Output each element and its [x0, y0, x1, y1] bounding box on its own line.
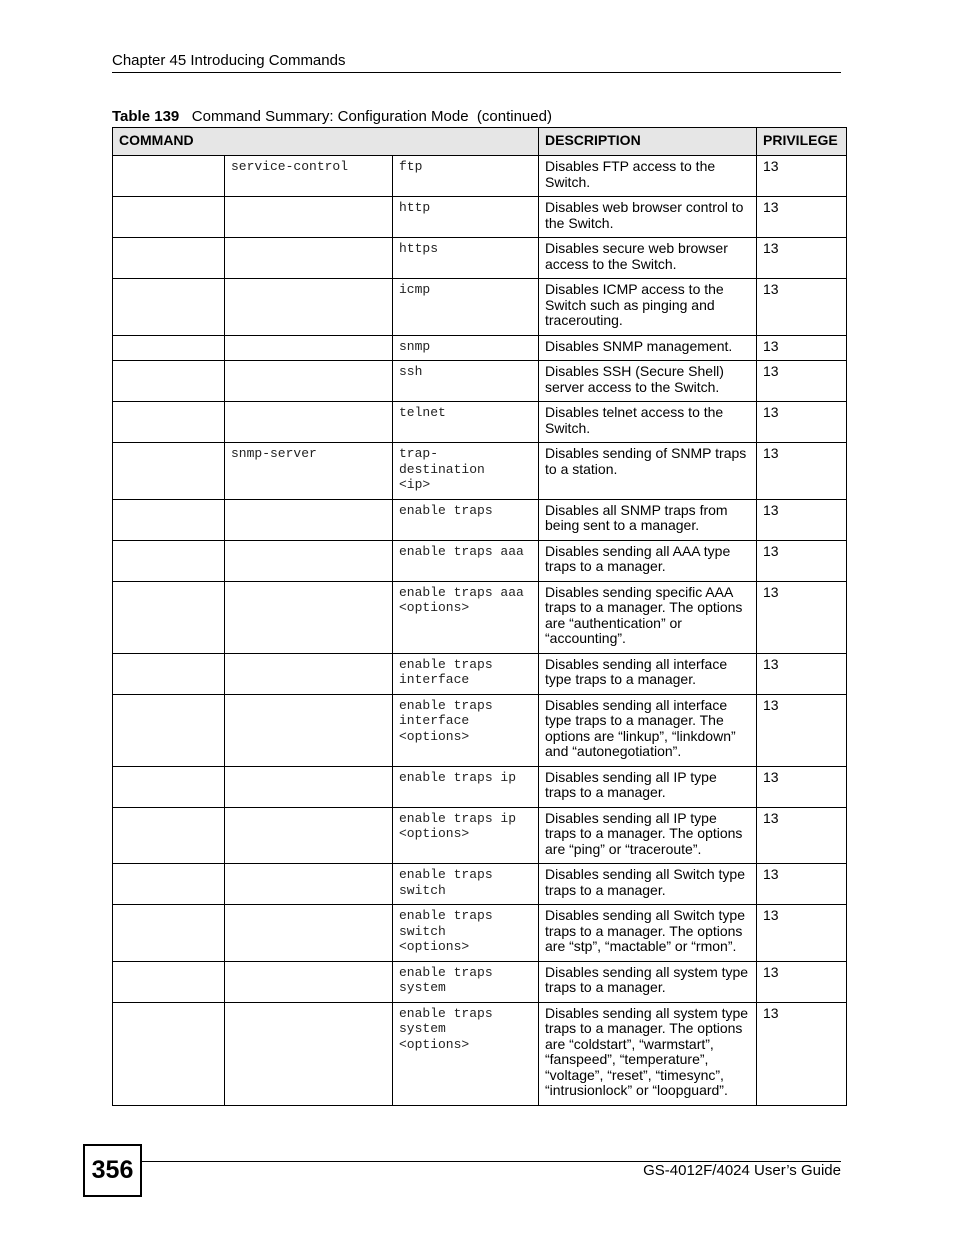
- command-level1-cell: [113, 402, 225, 443]
- description-cell: Disables sending all Switch type traps to a manager.: [539, 864, 757, 905]
- privilege-cell: 13: [757, 961, 847, 1002]
- command-level1-cell: [113, 581, 225, 653]
- command-level1-cell: [113, 1002, 225, 1105]
- command-level2-cell: [225, 402, 393, 443]
- command-level3-cell: https: [393, 238, 539, 279]
- privilege-cell: 13: [757, 156, 847, 197]
- command-level3-cell: http: [393, 197, 539, 238]
- table-row: [113, 402, 847, 443]
- description-cell: Disables sending all Switch type traps to a manager. The options are “stp”, “mactable” or “rmon”.: [539, 905, 757, 962]
- table-row: [113, 653, 847, 694]
- privilege-cell: 13: [757, 499, 847, 540]
- description-cell: Disables sending all interface type traps to a manager.: [539, 653, 757, 694]
- description-cell: Disables sending all interface type traps to a manager. The options are “linkup”, “linkdown” and “autonegotiation”.: [539, 694, 757, 766]
- command-level3-cell: enable traps aaa: [393, 540, 539, 581]
- command-level1-cell: [113, 443, 225, 500]
- privilege-cell: 13: [757, 864, 847, 905]
- command-level2-cell: [225, 905, 393, 962]
- table-caption: [112, 108, 552, 125]
- command-level1-cell: [113, 540, 225, 581]
- description-cell: Disables web browser control to the Switch.: [539, 197, 757, 238]
- command-level3-cell: enable traps system: [393, 961, 539, 1002]
- command-level3-cell: trap- destination <ip>: [393, 443, 539, 500]
- command-level1-cell: [113, 807, 225, 864]
- command-column-header: COMMAND: [113, 128, 539, 156]
- description-cell: Disables telnet access to the Switch.: [539, 402, 757, 443]
- privilege-cell: 13: [757, 540, 847, 581]
- privilege-cell: 13: [757, 238, 847, 279]
- command-level1-cell: [113, 961, 225, 1002]
- table-row: [113, 197, 847, 238]
- command-level2-cell: [225, 540, 393, 581]
- command-level3-cell: enable traps aaa <options>: [393, 581, 539, 653]
- command-level2-cell: [225, 864, 393, 905]
- command-level2-cell: [225, 961, 393, 1002]
- privilege-cell: 13: [757, 581, 847, 653]
- table-row: [113, 443, 847, 500]
- command-level1-cell: [113, 905, 225, 962]
- command-level2-cell: [225, 238, 393, 279]
- command-level3-cell: enable traps system <options>: [393, 1002, 539, 1105]
- privilege-cell: 13: [757, 653, 847, 694]
- table-row: [113, 238, 847, 279]
- table-row: [113, 335, 847, 361]
- privilege-cell: 13: [757, 443, 847, 500]
- command-level1-cell: [113, 197, 225, 238]
- command-level1-cell: [113, 766, 225, 807]
- privilege-cell: 13: [757, 1002, 847, 1105]
- command-level2-cell: [225, 499, 393, 540]
- chapter-title: Chapter 45 Introducing Commands: [112, 52, 346, 69]
- description-cell: Disables sending all AAA type traps to a manager.: [539, 540, 757, 581]
- table-row: [113, 156, 847, 197]
- table-caption-label: Table 139: [112, 108, 180, 125]
- table-header-row: [113, 128, 847, 156]
- guide-title: GS-4012F/4024 User’s Guide: [643, 1162, 841, 1179]
- table-row: [113, 694, 847, 766]
- description-cell: Disables all SNMP traps from being sent to a manager.: [539, 499, 757, 540]
- command-level3-cell: enable traps interface: [393, 653, 539, 694]
- table-row: [113, 807, 847, 864]
- description-cell: Disables FTP access to the Switch.: [539, 156, 757, 197]
- command-level3-cell: ftp: [393, 156, 539, 197]
- command-level3-cell: enable traps switch <options>: [393, 905, 539, 962]
- command-summary-table: [112, 127, 847, 1106]
- command-level2-cell: [225, 694, 393, 766]
- command-level2-cell: [225, 653, 393, 694]
- command-level3-cell: enable traps ip: [393, 766, 539, 807]
- page-number: 356: [83, 1144, 142, 1197]
- table-caption-title: Command Summary: Configuration Mode (continued): [191, 108, 552, 125]
- table-body: [113, 156, 847, 1106]
- command-level2-cell: [225, 1002, 393, 1105]
- command-level2-cell: snmp-server: [225, 443, 393, 500]
- command-level1-cell: [113, 694, 225, 766]
- description-cell: Disables SSH (Secure Shell) server access to the Switch.: [539, 361, 757, 402]
- command-level3-cell: icmp: [393, 279, 539, 336]
- command-level3-cell: enable traps switch: [393, 864, 539, 905]
- description-cell: Disables sending all system type traps to a manager.: [539, 961, 757, 1002]
- description-cell: Disables sending all IP type traps to a manager.: [539, 766, 757, 807]
- description-column-header: DESCRIPTION: [539, 128, 757, 156]
- command-level1-cell: [113, 335, 225, 361]
- command-level3-cell: enable traps: [393, 499, 539, 540]
- description-cell: Disables sending all IP type traps to a manager. The options are “ping” or “traceroute”.: [539, 807, 757, 864]
- table-row: [113, 864, 847, 905]
- description-cell: Disables sending of SNMP traps to a station.: [539, 443, 757, 500]
- table-row: [113, 361, 847, 402]
- privilege-cell: 13: [757, 905, 847, 962]
- description-cell: Disables sending all system type traps to a manager. The options are “coldstart”, “warmstart”, “fanspeed”, “temperature”, “voltage”, “reset”, “timesync”, “intrusionlock” or “loopguard”.: [539, 1002, 757, 1105]
- table-row: [113, 499, 847, 540]
- command-level1-cell: [113, 238, 225, 279]
- privilege-cell: 13: [757, 361, 847, 402]
- table-row: [113, 905, 847, 962]
- command-level2-cell: [225, 279, 393, 336]
- command-level1-cell: [113, 499, 225, 540]
- command-level1-cell: [113, 156, 225, 197]
- privilege-cell: 13: [757, 335, 847, 361]
- table-row: [113, 961, 847, 1002]
- privilege-cell: 13: [757, 279, 847, 336]
- description-cell: Disables ICMP access to the Switch such as pinging and tracerouting.: [539, 279, 757, 336]
- command-level1-cell: [113, 361, 225, 402]
- command-level2-cell: service-control: [225, 156, 393, 197]
- table-row: [113, 1002, 847, 1105]
- description-cell: Disables sending specific AAA traps to a manager. The options are “authentication” or “accounting”.: [539, 581, 757, 653]
- privilege-cell: 13: [757, 694, 847, 766]
- privilege-cell: 13: [757, 402, 847, 443]
- command-level3-cell: ssh: [393, 361, 539, 402]
- command-level3-cell: enable traps interface <options>: [393, 694, 539, 766]
- command-level2-cell: [225, 807, 393, 864]
- command-level3-cell: snmp: [393, 335, 539, 361]
- command-level1-cell: [113, 653, 225, 694]
- command-level1-cell: [113, 864, 225, 905]
- table-row: [113, 766, 847, 807]
- command-level3-cell: enable traps ip <options>: [393, 807, 539, 864]
- command-level1-cell: [113, 279, 225, 336]
- privilege-cell: 13: [757, 807, 847, 864]
- description-cell: Disables SNMP management.: [539, 335, 757, 361]
- table-row: [113, 279, 847, 336]
- command-level2-cell: [225, 361, 393, 402]
- table-row: [113, 540, 847, 581]
- command-level2-cell: [225, 581, 393, 653]
- command-level2-cell: [225, 197, 393, 238]
- command-level2-cell: [225, 766, 393, 807]
- privilege-cell: 13: [757, 197, 847, 238]
- privilege-cell: 13: [757, 766, 847, 807]
- table-row: [113, 581, 847, 653]
- command-level2-cell: [225, 335, 393, 361]
- chapter-header: [112, 52, 841, 73]
- description-cell: Disables secure web browser access to the Switch.: [539, 238, 757, 279]
- command-level3-cell: telnet: [393, 402, 539, 443]
- privilege-column-header: PRIVILEGE: [757, 128, 847, 156]
